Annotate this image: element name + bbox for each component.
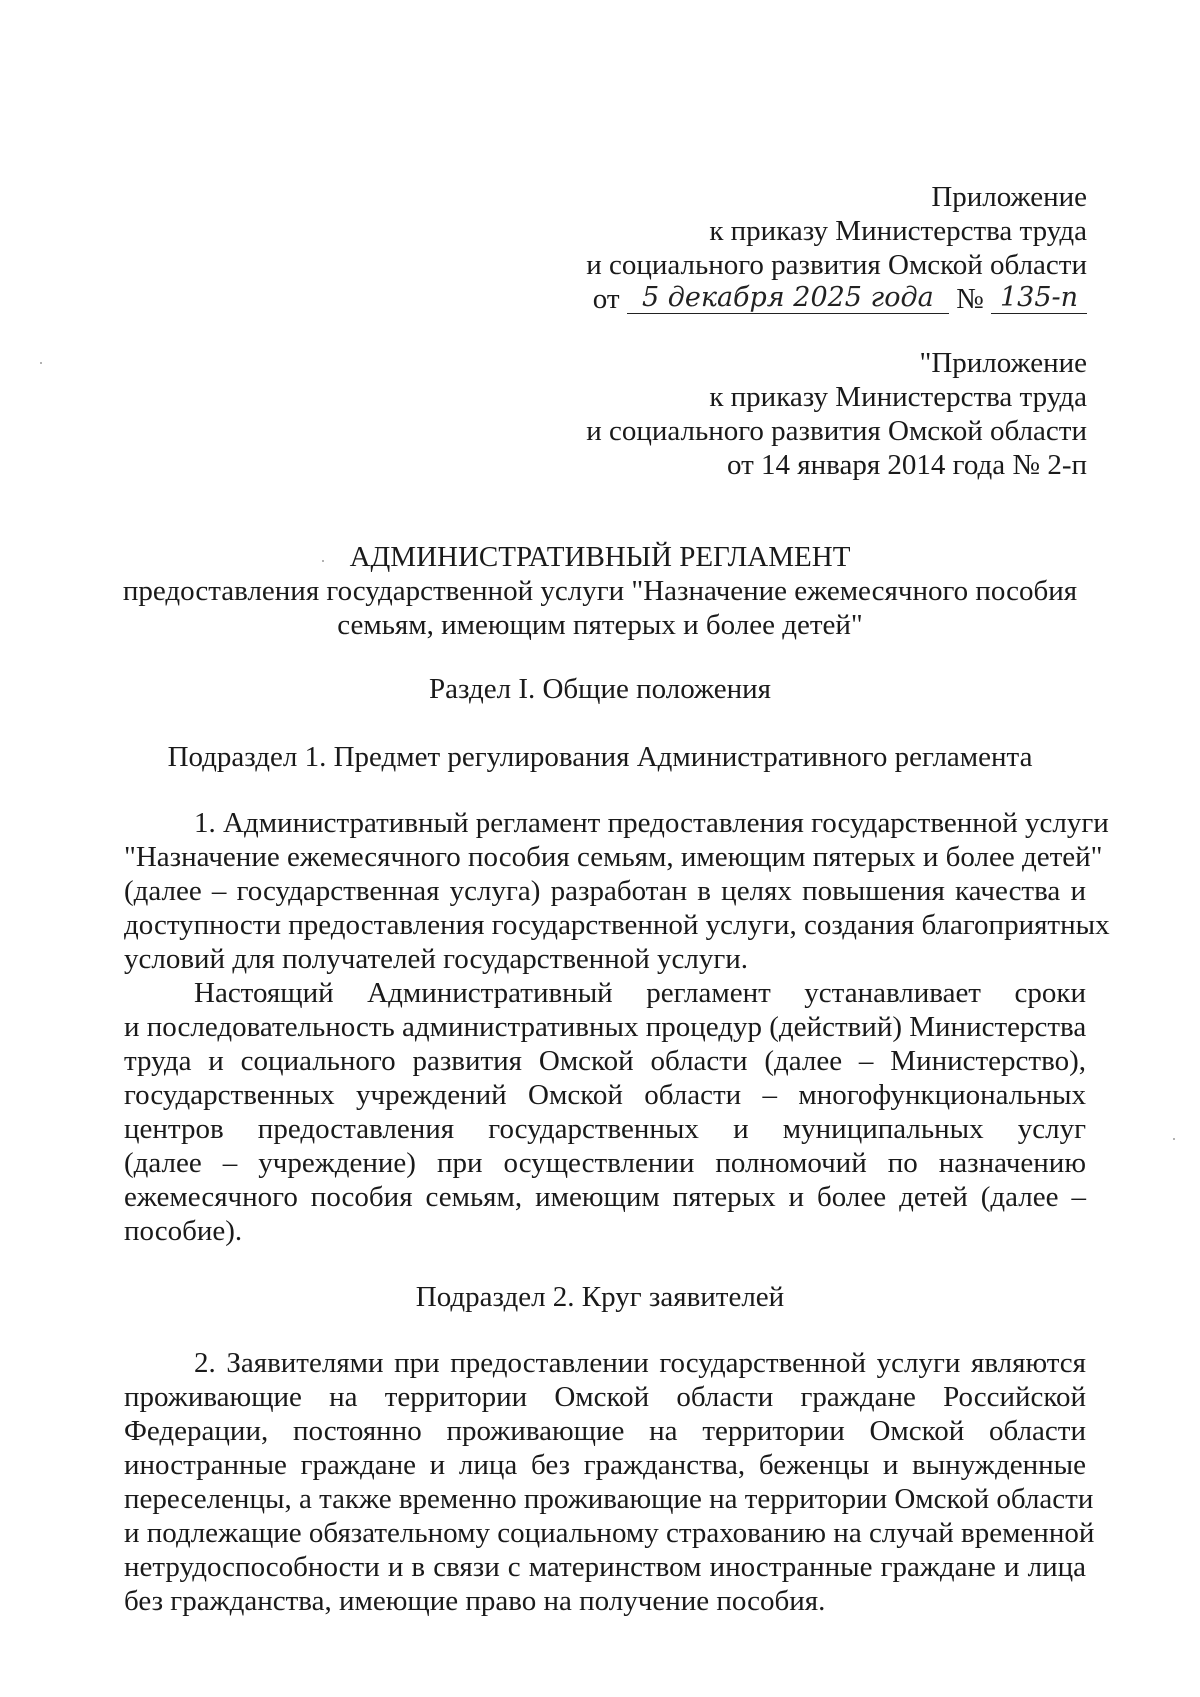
paragraph-line: иностранные граждане и лица без гражданства, беженцы и вынужденные (124, 1449, 1086, 1481)
paragraph-line: труда и социального развития Омской области (далее – Министерство), (124, 1045, 1086, 1077)
handwritten-number: 135-п (991, 283, 1087, 314)
paragraph-line: и подлежащие обязательному социальному страхованию на случай временной (124, 1517, 1095, 1549)
date-prefix: от (592, 283, 620, 315)
quoted-order-line: к приказу Министерства труда (709, 381, 1087, 413)
appendix-ministry-line: и социального развития Омской области (586, 249, 1087, 281)
paragraph-line: проживающие на территории Омской области граждане Российской (124, 1381, 1086, 1413)
paragraph-line: пособие). (124, 1215, 243, 1247)
paragraph-line: (далее – учреждение) при осуществлении полномочий по назначению (124, 1147, 1086, 1179)
quoted-ministry-line: и социального развития Омской области (586, 415, 1087, 447)
subsection-2-title: Подраздел 2. Круг заявителей (415, 1281, 785, 1313)
paragraph-line: Настоящий Административный регламент устанавливает сроки (194, 977, 1086, 1009)
scan-speck (1173, 1138, 1175, 1140)
paragraph-line: Федерации, постоянно проживающие на территории Омской области (124, 1415, 1086, 1447)
section-1-title: Раздел I. Общие положения (429, 673, 771, 705)
paragraph-line: и последовательность административных процедур (действий) Министерства (124, 1011, 1087, 1043)
paragraph-line: центров предоставления государственных и муниципальных услуг (124, 1113, 1086, 1145)
paragraph-line: "Назначение ежемесячного пособия семьям, имеющим пятерых и более детей" (124, 841, 1103, 873)
document-heading: АДМИНИСТРАТИВНЫЙ РЕГЛАМЕНТ (349, 541, 851, 573)
paragraph-line: (далее – государственная услуга) разработан в целях повышения качества и (124, 875, 1086, 907)
paragraph-line: 1. Административный регламент предоставления государственной услуги (194, 807, 1109, 839)
scan-speck (322, 560, 324, 562)
paragraph-line: доступности предоставления государственной услуги, создания благоприятных (124, 909, 1110, 941)
paragraph-line: без гражданства, имеющие право на получение пособия. (124, 1585, 826, 1617)
appendix-date-line (593, 282, 1087, 316)
paragraph-line: государственных учреждений Омской области – многофункциональных (124, 1079, 1086, 1111)
number-sign: № (956, 283, 984, 315)
quoted-date-line: от 14 января 2014 года № 2-п (727, 449, 1087, 481)
appendix-order-line: к приказу Министерства труда (709, 215, 1087, 247)
paragraph-line: ежемесячного пособия семьям, имеющим пятерых и более детей (далее – (124, 1181, 1086, 1213)
quoted-appendix-title: "Приложение (919, 347, 1087, 379)
scan-speck (40, 362, 42, 364)
subsection-1-title: Подраздел 1. Предмет регулирования Административного регламента (167, 741, 1033, 773)
document-subtitle-1: предоставления государственной услуги "Назначение ежемесячного пособия (122, 575, 1078, 607)
paragraph-line: нетрудоспособности и в связи с материнством иностранные граждане и лица (124, 1551, 1086, 1583)
paragraph-line: переселенцы, а также временно проживающие на территории Омской области (124, 1483, 1094, 1515)
paragraph-line: 2. Заявителями при предоставлении государственной услуги являются (194, 1347, 1086, 1379)
paragraph-line: условий для получателей государственной услуги. (124, 943, 749, 975)
handwritten-date: 5 декабря 2025 года (627, 283, 949, 314)
appendix-title: Приложение (931, 181, 1087, 213)
document-subtitle-2: семьям, имеющим пятерых и более детей" (337, 609, 863, 641)
